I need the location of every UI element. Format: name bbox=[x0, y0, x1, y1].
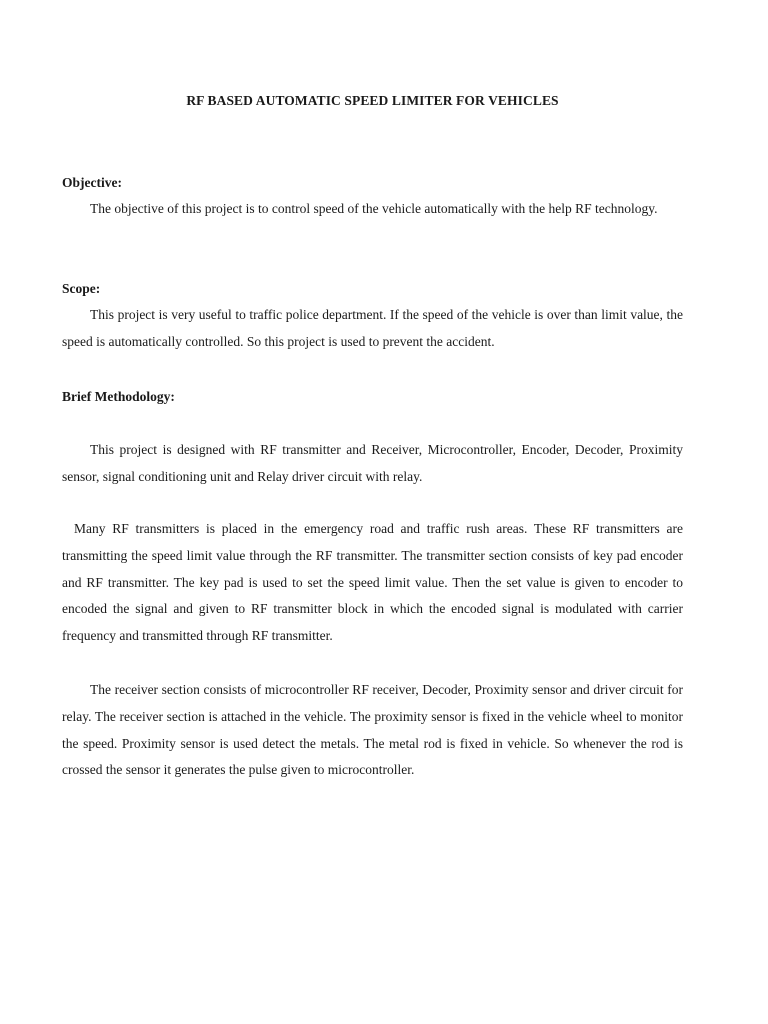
scope-paragraph: This project is very useful to traffic police department. If the speed of the vehicle is over than limit value, the speed is automatically controlled. So this project is used to prevent the accident. bbox=[62, 307, 683, 349]
scope-heading: Scope: bbox=[62, 281, 101, 296]
methodology-paragraph-2: Many RF transmitters is placed in the emergency road and traffic rush areas. These RF transmitters are transmitting the speed limit value through the RF transmitter. The transmitter section consists of key pad encoder and RF transmitter. The key pad is used to set the speed limit value. Then the set value is given to encoder to encoded the signal and given to RF transmitter block in which the encoded signal is modulated with carrier frequency and transmitted through RF transmitter. bbox=[62, 521, 683, 644]
methodology-paragraph-3: The receiver section consists of microcontroller RF receiver, Decoder, Proximity sensor and driver circuit for relay. The receiver section is attached in the vehicle. The proximity sensor is fixed in the vehicle wheel to monitor the speed. Proximity sensor is used detect the metals. The metal rod is fixed in vehicle. So whenever the rod is crossed the sensor it generates the pulse given to microcontroller. bbox=[62, 682, 683, 778]
objective-heading: Objective: bbox=[62, 175, 122, 190]
objective-paragraph: The objective of this project is to control speed of the vehicle automatically with the help RF technology. bbox=[90, 201, 658, 216]
document-title: RF BASED AUTOMATIC SPEED LIMITER FOR VEHICLES bbox=[186, 93, 559, 108]
methodology-heading: Brief Methodology: bbox=[62, 389, 175, 404]
methodology-paragraph-1: This project is designed with RF transmitter and Receiver, Microcontroller, Encoder, Decoder, Proximity sensor, signal conditioning unit and Relay driver circuit with relay. bbox=[62, 442, 683, 484]
